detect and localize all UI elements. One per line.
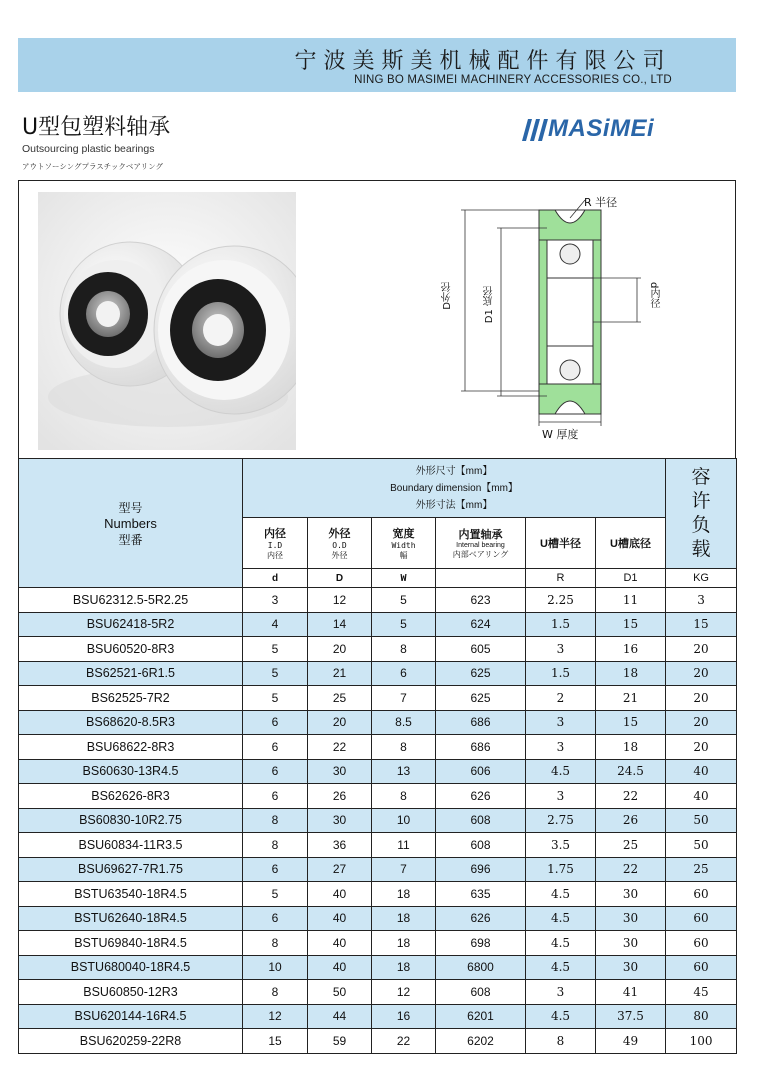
table-row <box>19 906 737 931</box>
dimension-header-jp: 外形寸法【mm】 <box>415 499 493 511</box>
cell-width: 18 <box>372 955 436 980</box>
dimension-header <box>243 459 666 518</box>
cell-inner-diameter: 6 <box>243 784 308 809</box>
col-outer-jp: 外径 <box>331 551 348 560</box>
cell-inner-diameter: 6 <box>243 857 308 882</box>
product-title-jp: アウトソーシングプラスチックベアリング <box>22 162 163 171</box>
cell-inner-diameter: 6 <box>243 759 308 784</box>
model-header <box>19 459 243 588</box>
table-row <box>19 857 737 882</box>
cell-inner-diameter: 6 <box>243 906 308 931</box>
cell-groove-diameter: 11 <box>596 588 666 613</box>
cell-inner-diameter: 6 <box>243 710 308 735</box>
cell-groove-diameter: 25 <box>596 833 666 858</box>
col-width-cn: 宽度 <box>392 528 415 540</box>
cell-load: 50 <box>666 833 737 858</box>
cell-groove-diameter: 15 <box>596 710 666 735</box>
cell-width: 10 <box>372 808 436 833</box>
cell-inner-diameter: 3 <box>243 588 308 613</box>
cell-groove-radius: 4.5 <box>526 955 596 980</box>
cell-bearing: 696 <box>436 857 526 882</box>
table-row <box>19 833 737 858</box>
cell-groove-diameter: 37.5 <box>596 1004 666 1029</box>
col-inner-cn: 内径 <box>264 528 286 540</box>
cell-outer-diameter: 40 <box>308 906 372 931</box>
table-row <box>19 882 737 907</box>
cell-outer-diameter: 40 <box>308 882 372 907</box>
cell-outer-diameter: 30 <box>308 759 372 784</box>
cell-groove-radius: 8 <box>526 1029 596 1054</box>
col-bearing-jp: 内部ベアリング <box>452 550 509 559</box>
product-title-en: Outsourcing plastic bearings <box>22 143 155 155</box>
cell-model: BSTU62640-18R4.5 <box>19 906 243 931</box>
label-inner-diameter: d内径 <box>648 282 659 309</box>
cell-load: 45 <box>666 980 737 1005</box>
col-bearing-en: Internal bearing <box>456 542 505 549</box>
table-row <box>19 808 737 833</box>
cell-inner-diameter: 6 <box>243 735 308 760</box>
cell-groove-radius: 1.5 <box>526 661 596 686</box>
cell-inner-diameter: 10 <box>243 955 308 980</box>
cell-outer-diameter: 20 <box>308 637 372 662</box>
cell-width: 16 <box>372 1004 436 1029</box>
table-row <box>19 686 737 711</box>
cell-width: 7 <box>372 686 436 711</box>
cell-groove-diameter: 30 <box>596 955 666 980</box>
cell-groove-radius: 4.5 <box>526 906 596 931</box>
cell-outer-diameter: 59 <box>308 1029 372 1054</box>
cell-groove-radius: 3 <box>526 784 596 809</box>
cell-model: BSTU69840-18R4.5 <box>19 931 243 956</box>
cell-groove-diameter: 30 <box>596 882 666 907</box>
symbol-KG: KG <box>666 569 737 588</box>
cell-model: BS60830-10R2.75 <box>19 808 243 833</box>
cell-outer-diameter: 14 <box>308 612 372 637</box>
cell-groove-radius: 3.5 <box>526 833 596 858</box>
cell-bearing: 626 <box>436 784 526 809</box>
col-header-groove-radius <box>526 518 596 569</box>
load-char: 容 <box>691 466 711 488</box>
table-row <box>19 931 737 956</box>
cell-outer-diameter: 40 <box>308 955 372 980</box>
cell-load: 20 <box>666 710 737 735</box>
cell-width: 8.5 <box>372 710 436 735</box>
col-header-bearing <box>436 518 526 569</box>
cell-load: 20 <box>666 661 737 686</box>
cell-width: 5 <box>372 612 436 637</box>
cell-bearing: 608 <box>436 980 526 1005</box>
cell-model: BS68620-8.5R3 <box>19 710 243 735</box>
cell-groove-radius: 4.5 <box>526 1004 596 1029</box>
cell-groove-diameter: 15 <box>596 612 666 637</box>
cell-outer-diameter: 40 <box>308 931 372 956</box>
col-header-groove-diameter <box>596 518 666 569</box>
cell-width: 5 <box>372 588 436 613</box>
cell-inner-diameter: 5 <box>243 661 308 686</box>
cell-load: 60 <box>666 931 737 956</box>
cell-model: BSU60520-8R3 <box>19 637 243 662</box>
col-width-jp: 幅 <box>399 551 408 560</box>
cell-groove-radius: 1.5 <box>526 612 596 637</box>
cell-load: 20 <box>666 735 737 760</box>
cell-load: 25 <box>666 857 737 882</box>
cell-bearing: 605 <box>436 637 526 662</box>
cell-load: 3 <box>666 588 737 613</box>
col-outer-en: O.D <box>332 541 347 550</box>
table-row <box>19 710 737 735</box>
label-outer-diameter: D外径 <box>442 282 453 310</box>
table-row <box>19 1004 737 1029</box>
cell-model: BSU620259-22R8 <box>19 1029 243 1054</box>
cell-model: BSU60850-12R3 <box>19 980 243 1005</box>
cell-width: 22 <box>372 1029 436 1054</box>
cell-model: BSTU63540-18R4.5 <box>19 882 243 907</box>
cell-groove-diameter: 26 <box>596 808 666 833</box>
cell-bearing: 686 <box>436 710 526 735</box>
symbol-d: d <box>243 569 308 588</box>
cell-groove-radius: 1.75 <box>526 857 596 882</box>
cell-inner-diameter: 8 <box>243 931 308 956</box>
cell-load: 50 <box>666 808 737 833</box>
symbol-bearing <box>436 569 526 588</box>
cell-groove-radius: 2.25 <box>526 588 596 613</box>
cell-inner-diameter: 8 <box>243 833 308 858</box>
cell-groove-radius: 4.5 <box>526 759 596 784</box>
cell-inner-diameter: 5 <box>243 637 308 662</box>
col-width-en: Width <box>391 541 416 550</box>
label-width: W 厚度 <box>542 428 579 441</box>
cell-inner-diameter: 8 <box>243 808 308 833</box>
cell-model: BSU60834-11R3.5 <box>19 833 243 858</box>
cell-width: 8 <box>372 735 436 760</box>
cell-bearing: 6800 <box>436 955 526 980</box>
label-radius: R 半径 <box>584 196 618 209</box>
table-row <box>19 612 737 637</box>
cell-groove-radius: 3 <box>526 637 596 662</box>
cell-model: BSU62312.5-5R2.25 <box>19 588 243 613</box>
cell-model: BSTU680040-18R4.5 <box>19 955 243 980</box>
cell-load: 60 <box>666 955 737 980</box>
cell-outer-diameter: 27 <box>308 857 372 882</box>
cell-outer-diameter: 22 <box>308 735 372 760</box>
symbol-R: R <box>526 569 596 588</box>
cell-bearing: 608 <box>436 833 526 858</box>
col-bearing-cn: 内置轴承 <box>458 529 503 541</box>
cell-bearing: 606 <box>436 759 526 784</box>
cell-load: 20 <box>666 686 737 711</box>
company-name-cn: 宁波美斯美机械配件有限公司 <box>294 49 672 74</box>
company-name-en: NING BO MASIMEI MACHINERY ACCESSORIES CO., LTD <box>354 74 672 86</box>
spec-table <box>18 458 737 1054</box>
cell-load: 100 <box>666 1029 737 1054</box>
cell-groove-diameter: 30 <box>596 906 666 931</box>
col-header-width <box>372 518 436 569</box>
symbol-W: W <box>372 569 436 588</box>
col-inner-jp: 内径 <box>267 551 283 560</box>
col-groove-diameter-cn: U槽底径 <box>610 538 651 550</box>
cell-groove-diameter: 18 <box>596 735 666 760</box>
cross-section-drawing <box>435 188 675 448</box>
load-char: 许 <box>691 490 711 512</box>
cell-model: BS62521-6R1.5 <box>19 661 243 686</box>
cell-width: 12 <box>372 980 436 1005</box>
cell-inner-diameter: 5 <box>243 686 308 711</box>
cell-groove-radius: 3 <box>526 980 596 1005</box>
company-banner <box>18 38 736 92</box>
table-row <box>19 955 737 980</box>
load-char: 负 <box>691 514 711 536</box>
product-title-cn: U型包塑料轴承 <box>22 115 171 140</box>
cell-groove-radius: 2.75 <box>526 808 596 833</box>
cell-bearing: 624 <box>436 612 526 637</box>
cell-groove-diameter: 22 <box>596 784 666 809</box>
cell-load: 80 <box>666 1004 737 1029</box>
cell-outer-diameter: 50 <box>308 980 372 1005</box>
cell-groove-diameter: 22 <box>596 857 666 882</box>
cell-outer-diameter: 25 <box>308 686 372 711</box>
table-row <box>19 588 737 613</box>
cell-width: 8 <box>372 637 436 662</box>
cell-groove-radius: 3 <box>526 710 596 735</box>
dimension-header-en: Boundary dimension【mm】 <box>390 482 518 494</box>
cell-load: 20 <box>666 637 737 662</box>
cell-load: 60 <box>666 882 737 907</box>
cell-model: BS62626-8R3 <box>19 784 243 809</box>
dimension-header-cn: 外形尺寸【mm】 <box>415 465 493 477</box>
cell-load: 60 <box>666 906 737 931</box>
label-bottom-diameter: D1 底径 <box>484 286 495 324</box>
cell-inner-diameter: 5 <box>243 882 308 907</box>
cell-bearing: 698 <box>436 931 526 956</box>
cell-load: 40 <box>666 784 737 809</box>
cell-model: BSU62418-5R2 <box>19 612 243 637</box>
cell-groove-radius: 3 <box>526 735 596 760</box>
cell-groove-radius: 4.5 <box>526 931 596 956</box>
cell-outer-diameter: 12 <box>308 588 372 613</box>
cell-inner-diameter: 12 <box>243 1004 308 1029</box>
cell-groove-diameter: 16 <box>596 637 666 662</box>
cell-inner-diameter: 8 <box>243 980 308 1005</box>
cell-groove-radius: 4.5 <box>526 882 596 907</box>
cell-width: 18 <box>372 931 436 956</box>
cell-groove-diameter: 24.5 <box>596 759 666 784</box>
model-header-jp: 型番 <box>118 532 143 547</box>
cell-outer-diameter: 20 <box>308 710 372 735</box>
model-header-en: Numbers <box>104 515 157 531</box>
cell-load: 40 <box>666 759 737 784</box>
cell-width: 18 <box>372 906 436 931</box>
cell-bearing: 6201 <box>436 1004 526 1029</box>
col-inner-en: I.D <box>267 541 283 550</box>
cell-groove-diameter: 41 <box>596 980 666 1005</box>
cell-groove-diameter: 49 <box>596 1029 666 1054</box>
table-row <box>19 661 737 686</box>
cell-model: BS62525-7R2 <box>19 686 243 711</box>
col-groove-radius-cn: U槽半径 <box>540 538 581 550</box>
cell-width: 8 <box>372 784 436 809</box>
cell-bearing: 686 <box>436 735 526 760</box>
cell-width: 11 <box>372 833 436 858</box>
load-char: 载 <box>691 538 711 560</box>
cell-bearing: 625 <box>436 686 526 711</box>
cell-width: 13 <box>372 759 436 784</box>
cell-load: 15 <box>666 612 737 637</box>
cell-width: 18 <box>372 882 436 907</box>
cell-inner-diameter: 4 <box>243 612 308 637</box>
brand-logo: MASiMEi <box>548 115 655 142</box>
cell-model: BSU620144-16R4.5 <box>19 1004 243 1029</box>
cell-bearing: 6202 <box>436 1029 526 1054</box>
cell-bearing: 623 <box>436 588 526 613</box>
cell-bearing: 635 <box>436 882 526 907</box>
table-row <box>19 784 737 809</box>
col-header-inner <box>243 518 308 569</box>
table-row <box>19 1029 737 1054</box>
cell-bearing: 608 <box>436 808 526 833</box>
cell-outer-diameter: 26 <box>308 784 372 809</box>
cell-outer-diameter: 30 <box>308 808 372 833</box>
product-photo <box>38 192 296 450</box>
symbol-D: D <box>308 569 372 588</box>
cell-outer-diameter: 44 <box>308 1004 372 1029</box>
cell-width: 6 <box>372 661 436 686</box>
cell-groove-diameter: 21 <box>596 686 666 711</box>
cell-inner-diameter: 15 <box>243 1029 308 1054</box>
cell-model: BSU68622-8R3 <box>19 735 243 760</box>
cell-model: BSU69627-7R1.75 <box>19 857 243 882</box>
cell-groove-radius: 2 <box>526 686 596 711</box>
table-row <box>19 759 737 784</box>
table-row <box>19 980 737 1005</box>
col-header-outer <box>308 518 372 569</box>
cell-outer-diameter: 36 <box>308 833 372 858</box>
table-row <box>19 637 737 662</box>
col-outer-cn: 外径 <box>328 528 351 540</box>
cell-width: 7 <box>372 857 436 882</box>
cell-outer-diameter: 21 <box>308 661 372 686</box>
symbol-D1: D1 <box>596 569 666 588</box>
model-header-cn: 型号 <box>118 500 143 515</box>
cell-groove-diameter: 30 <box>596 931 666 956</box>
cell-bearing: 626 <box>436 906 526 931</box>
load-header <box>666 459 737 569</box>
table-row <box>19 735 737 760</box>
cell-bearing: 625 <box>436 661 526 686</box>
cell-groove-diameter: 18 <box>596 661 666 686</box>
cell-model: BS60630-13R4.5 <box>19 759 243 784</box>
